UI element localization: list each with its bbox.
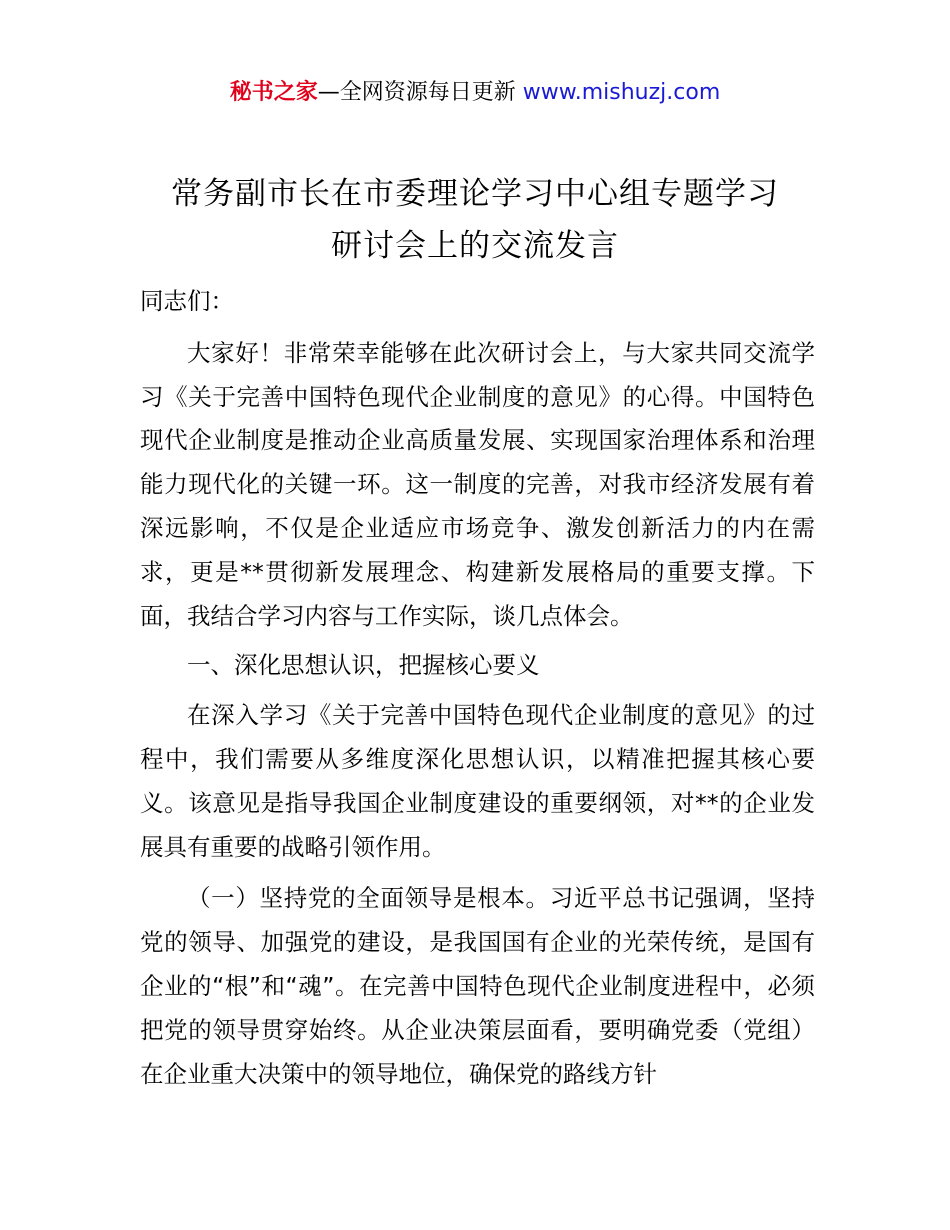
document-body bbox=[140, 280, 815, 1096]
salutation: 同志们： bbox=[140, 287, 234, 315]
paragraph-subsection-1: （一）坚持党的全面领导是根本。习近平总书记强调，坚持党的领导、加强党的建设，是我国国有企业的光荣传统，是国有企业的“根”和“魂”。在完善中国特色现代企业制度进程中，必须把党的领导贯穿始终。从企业决策层面看，要明确党委（党组）在企业重大决策中的领导地位，确保党的路线方针 bbox=[140, 884, 815, 1088]
title-line-2: 研讨会上的交流发言 bbox=[331, 228, 619, 264]
document-title bbox=[0, 168, 950, 272]
paragraph-intro: 大家好！非常荣幸能够在此次研讨会上，与大家共同交流学习《关于完善中国特色现代企业制度的意见》的心得。中国特色现代企业制度是推动企业高质量发展、实现国家治理体系和治理能力现代化的关键一环。这一制度的完善，对我市经济发展有着深远影响，不仅是企业适应市场竞争、激发创新活力的内在需求，更是**贯彻新发展理念、构建新发展格局的重要支撑。下面，我结合学习内容与工作实际，谈几点体会。 bbox=[140, 338, 815, 630]
paragraph-section-1: 在深入学习《关于完善中国特色现代企业制度的意见》的过程中，我们需要从多维度深化思想认识，以精准把握其核心要义。该意见是指导我国企业制度建设的重要纲领，对**的企业发展具有重要的战略引领作用。 bbox=[140, 701, 815, 861]
title-line-1: 常务副市长在市委理论学习中心组专题学习 bbox=[171, 176, 779, 212]
site-url-link[interactable]: www.mishuzj.com bbox=[522, 80, 721, 105]
section-heading: 一、深化思想认识，把握核心要义 bbox=[187, 651, 540, 680]
site-tagline: —全网资源每日更新 bbox=[317, 80, 523, 105]
site-header bbox=[0, 78, 950, 108]
site-brand: 秘书之家 bbox=[229, 80, 318, 105]
